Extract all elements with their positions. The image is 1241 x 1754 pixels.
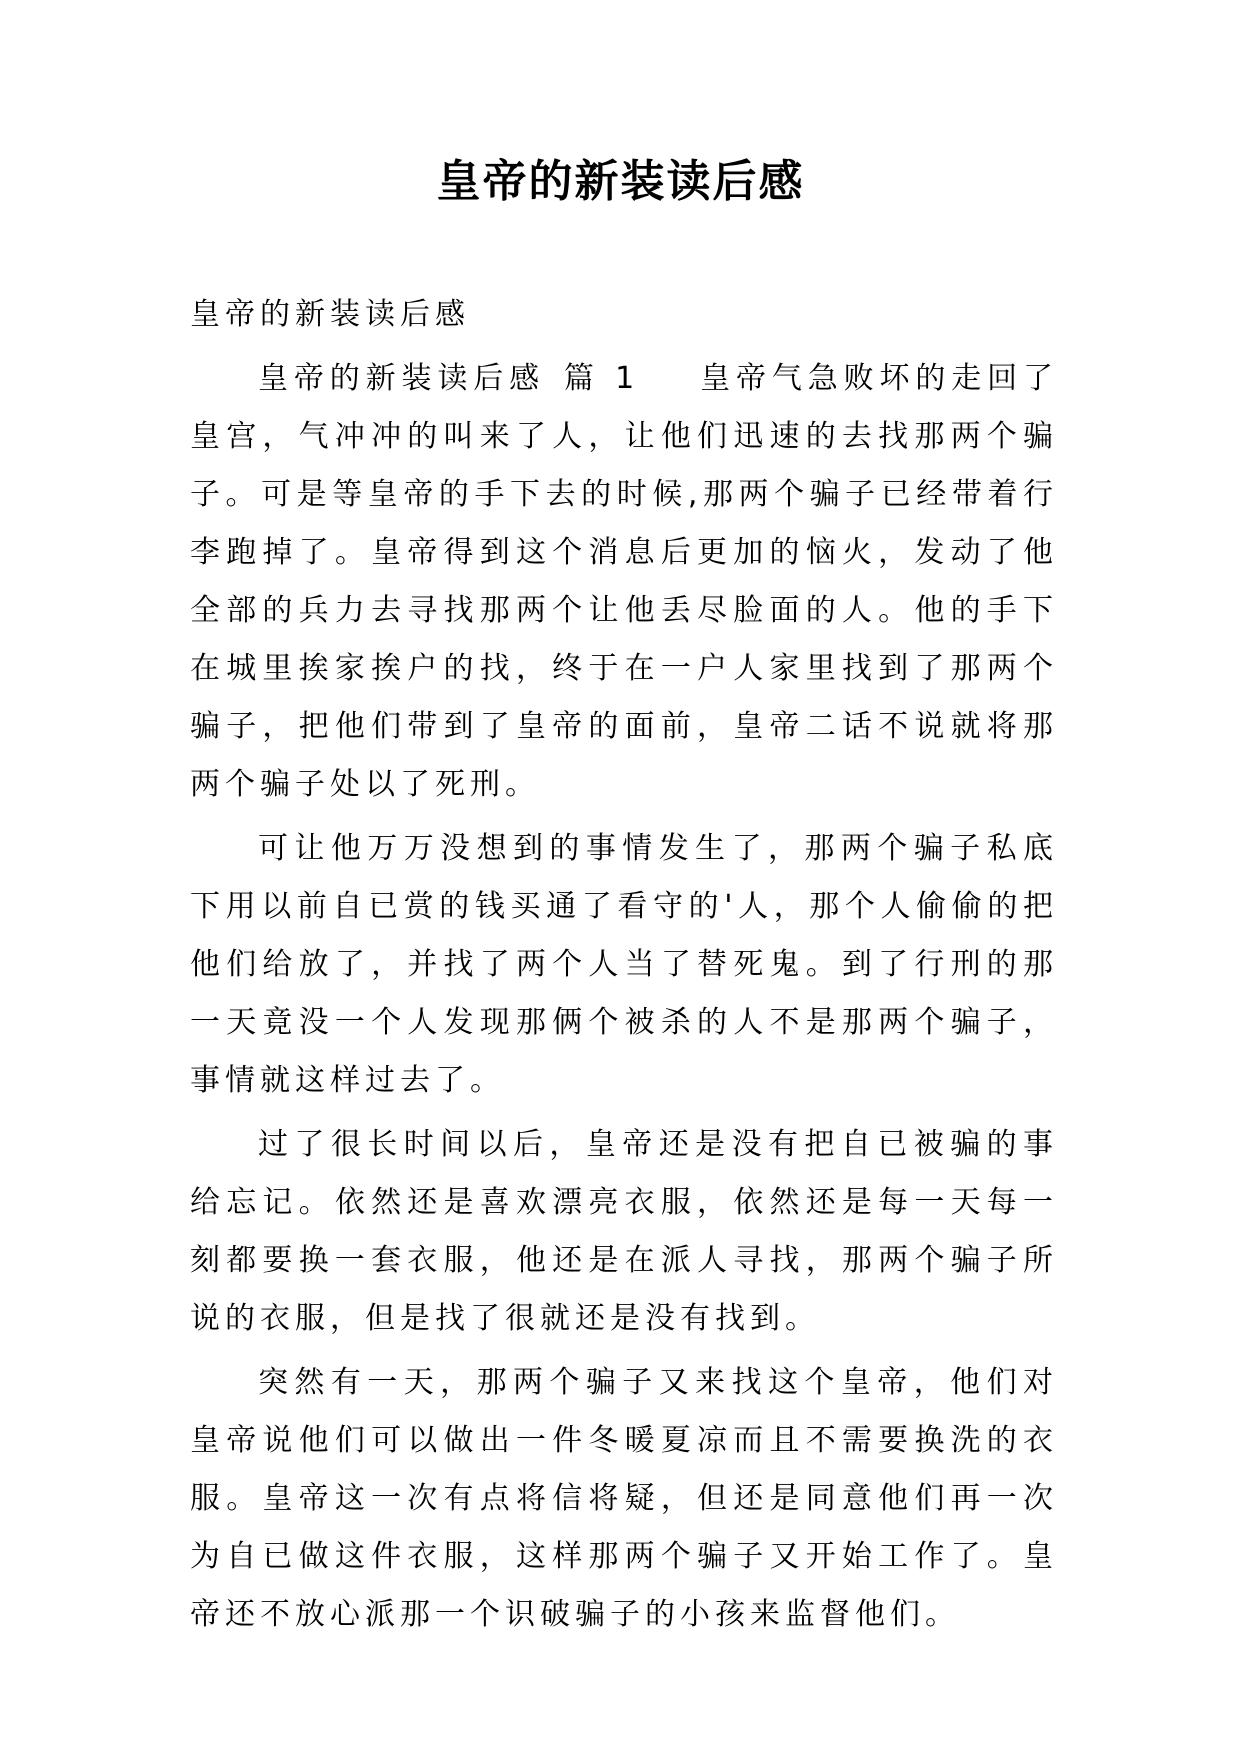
paragraph-1: [190, 350, 1058, 814]
paragraph-text: 皇帝气急败坏的走回了皇宫，气冲冲的叫来了人，让他们迅速的去找那两个骗子。可是等皇帝的手下去的时候,那两个骗子已经带着行李跑掉了。皇帝得到这个消息后更加的恼火，发动了他全部的兵力去寻找那两个让他丢尽脸面的人。他的手下在城里挨家挨户的找，终于在一户人家里找到了那两个骗子，把他们带到了皇帝的面前，皇帝二话不说就将那两个骗子处以了死刑。: [190, 361, 1058, 802]
paragraph-2: 可让他万万没想到的事情发生了，那两个骗子私底下用以前自已赏的钱买通了看守的'人，那个人偷偷的把他们给放了，并找了两个人当了替死鬼。到了行刑的那一天竟没一个人发现那俩个被杀的人不是那两个骗子，事情就这样过去了。: [190, 831, 1058, 1098]
document-title: 皇帝的新装读后感: [436, 156, 805, 207]
document-body: [190, 286, 1058, 1650]
document-subtitle: 皇帝的新装读后感: [190, 297, 470, 332]
paragraph-4: 突然有一天，那两个骗子又来找这个皇帝，他们对皇帝说他们可以做出一件冬暖夏凉而且不需要换洗的衣服。皇帝这一次有点将信将疑，但还是同意他们再一次为自已做这件衣服，这样那两个骗子又开始工作了。皇帝还不放心派那一个识破骗子的小孩来监督他们。: [190, 1365, 1058, 1632]
paragraph-3: 过了很长时间以后，皇帝还是没有把自已被骗的事给忘记。依然还是喜欢漂亮衣服，依然还是每一天每一刻都要换一套衣服，他还是在派人寻找，那两个骗子所说的衣服，但是找了很就还是没有找到。: [190, 1127, 1058, 1336]
section-label: 皇帝的新装读后感: [258, 361, 545, 396]
section-number: 篇 1: [563, 361, 640, 396]
